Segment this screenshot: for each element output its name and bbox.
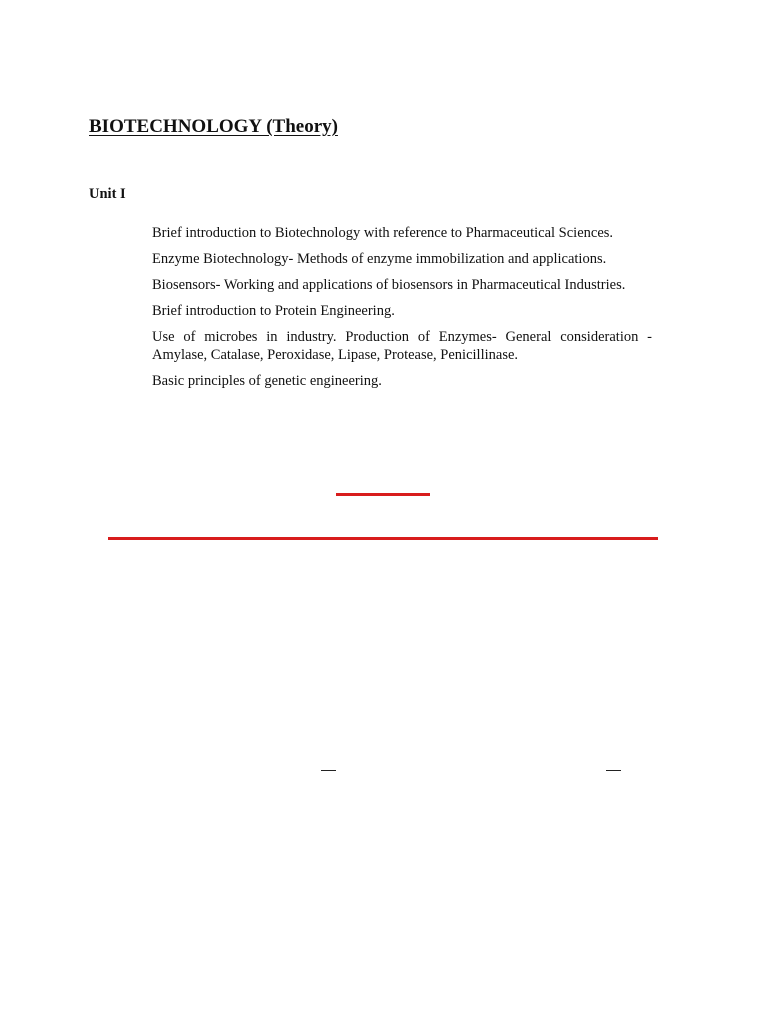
topic-item: Brief introduction to Biotechnology with reference to Pharmaceutical Sciences. bbox=[152, 225, 614, 241]
topic-item: Use of microbes in industry. Production of Enzymes- General consideration - Amylase, Catalase, Peroxidase, Lipase, Protease, Penicillinase. bbox=[152, 329, 652, 363]
unit-heading: Unit I bbox=[89, 186, 126, 202]
red-long-divider bbox=[108, 537, 658, 540]
topic-item: Enzyme Biotechnology- Methods of enzyme immobilization and applications. bbox=[152, 251, 607, 267]
left-dash-mark bbox=[321, 770, 336, 771]
right-dash-mark bbox=[606, 770, 621, 771]
page-title: BIOTECHNOLOGY (Theory) bbox=[89, 116, 338, 137]
topic-item: Basic principles of genetic engineering. bbox=[152, 373, 382, 389]
topic-item: Biosensors- Working and applications of biosensors in Pharmaceutical Industries. bbox=[152, 277, 626, 293]
red-short-divider bbox=[336, 493, 430, 496]
topic-item: Brief introduction to Protein Engineering. bbox=[152, 303, 395, 319]
topic-list bbox=[152, 224, 652, 398]
